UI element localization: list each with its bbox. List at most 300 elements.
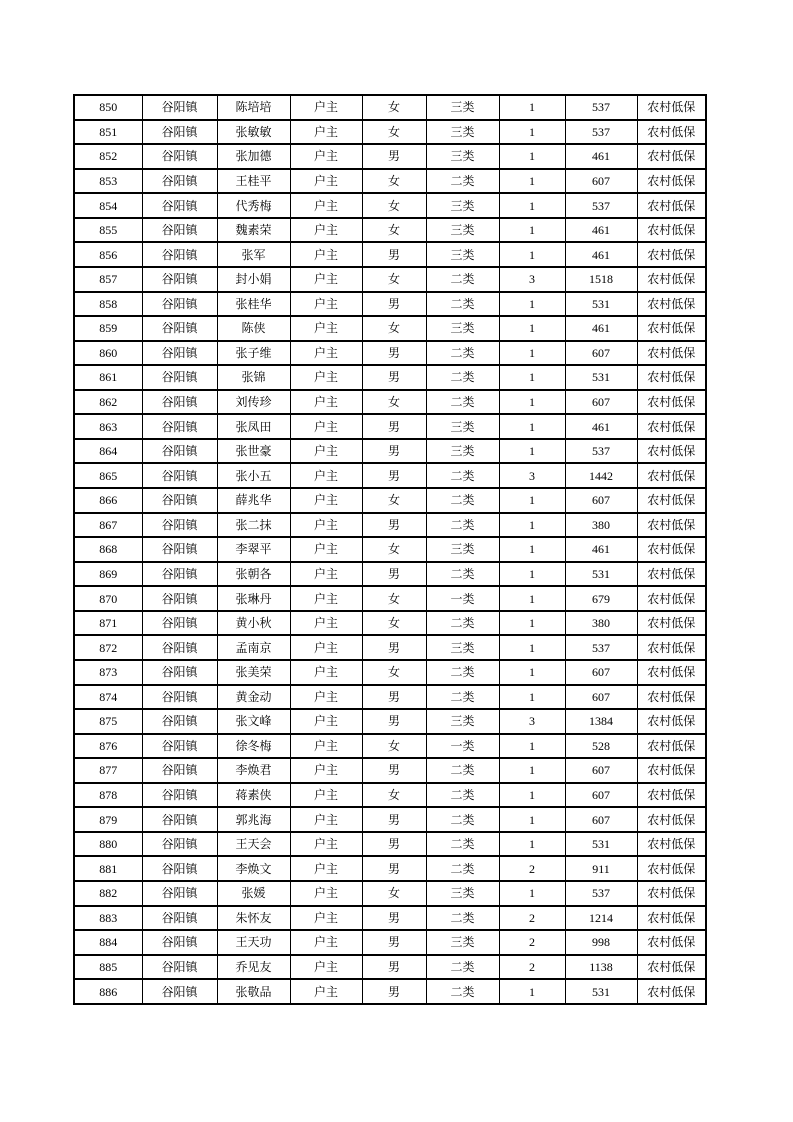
cell-gender: 男 [362,807,426,832]
cell-benefit-type: 农村低保 [637,881,706,906]
cell-town: 谷阳镇 [142,856,217,881]
cell-index: 850 [74,95,142,120]
cell-headcount: 1 [499,979,565,1004]
cell-amount: 461 [565,316,637,341]
cell-town: 谷阳镇 [142,292,217,317]
cell-name: 乔见友 [217,955,290,980]
cell-headcount: 1 [499,439,565,464]
cell-name: 张琳丹 [217,586,290,611]
cell-relation: 户主 [290,832,362,857]
cell-amount: 461 [565,414,637,439]
cell-amount: 1214 [565,906,637,931]
cell-relation: 户主 [290,783,362,808]
cell-gender: 女 [362,218,426,243]
cell-name: 代秀梅 [217,193,290,218]
cell-relation: 户主 [290,341,362,366]
cell-index: 853 [74,169,142,194]
cell-relation: 户主 [290,562,362,587]
table-row [74,807,706,832]
cell-benefit-type: 农村低保 [637,635,706,660]
cell-name: 王天功 [217,930,290,955]
cell-category: 三类 [426,709,499,734]
cell-headcount: 1 [499,390,565,415]
table-row [74,144,706,169]
cell-name: 朱怀友 [217,906,290,931]
cell-category: 二类 [426,979,499,1004]
cell-town: 谷阳镇 [142,218,217,243]
cell-gender: 男 [362,144,426,169]
cell-category: 二类 [426,955,499,980]
cell-category: 二类 [426,390,499,415]
cell-gender: 男 [362,292,426,317]
cell-amount: 1442 [565,463,637,488]
cell-name: 张桂华 [217,292,290,317]
cell-town: 谷阳镇 [142,316,217,341]
cell-gender: 男 [362,242,426,267]
cell-category: 二类 [426,758,499,783]
cell-index: 864 [74,439,142,464]
benefits-table [73,94,707,1005]
cell-index: 855 [74,218,142,243]
cell-benefit-type: 农村低保 [637,734,706,759]
cell-index: 854 [74,193,142,218]
cell-index: 873 [74,660,142,685]
cell-headcount: 1 [499,365,565,390]
cell-town: 谷阳镇 [142,562,217,587]
cell-town: 谷阳镇 [142,144,217,169]
cell-headcount: 1 [499,685,565,710]
cell-gender: 男 [362,414,426,439]
cell-name: 李焕君 [217,758,290,783]
cell-name: 张敏敏 [217,120,290,145]
cell-benefit-type: 农村低保 [637,95,706,120]
cell-benefit-type: 农村低保 [637,660,706,685]
cell-headcount: 1 [499,488,565,513]
cell-name: 张小五 [217,463,290,488]
cell-relation: 户主 [290,292,362,317]
cell-gender: 女 [362,783,426,808]
cell-relation: 户主 [290,856,362,881]
cell-index: 885 [74,955,142,980]
cell-gender: 女 [362,537,426,562]
cell-gender: 男 [362,758,426,783]
cell-gender: 男 [362,955,426,980]
cell-benefit-type: 农村低保 [637,341,706,366]
cell-category: 二类 [426,341,499,366]
cell-name: 陈培培 [217,95,290,120]
cell-town: 谷阳镇 [142,586,217,611]
cell-town: 谷阳镇 [142,169,217,194]
cell-amount: 607 [565,390,637,415]
cell-headcount: 1 [499,316,565,341]
cell-category: 三类 [426,316,499,341]
cell-name: 孟南京 [217,635,290,660]
cell-benefit-type: 农村低保 [637,979,706,1004]
table-row [74,537,706,562]
cell-amount: 528 [565,734,637,759]
cell-headcount: 1 [499,218,565,243]
cell-headcount: 1 [499,341,565,366]
cell-category: 二类 [426,906,499,931]
table-row [74,365,706,390]
cell-category: 三类 [426,414,499,439]
cell-relation: 户主 [290,390,362,415]
table-row [74,979,706,1004]
cell-category: 二类 [426,832,499,857]
cell-category: 二类 [426,562,499,587]
table-row [74,856,706,881]
cell-name: 张媛 [217,881,290,906]
cell-relation: 户主 [290,586,362,611]
cell-relation: 户主 [290,414,362,439]
cell-gender: 男 [362,439,426,464]
table-row [74,660,706,685]
cell-town: 谷阳镇 [142,365,217,390]
cell-benefit-type: 农村低保 [637,390,706,415]
cell-category: 二类 [426,488,499,513]
cell-town: 谷阳镇 [142,660,217,685]
cell-benefit-type: 农村低保 [637,832,706,857]
cell-gender: 男 [362,906,426,931]
cell-headcount: 1 [499,537,565,562]
cell-benefit-type: 农村低保 [637,267,706,292]
table-row [74,758,706,783]
table-row [74,513,706,538]
cell-amount: 607 [565,783,637,808]
cell-gender: 女 [362,193,426,218]
cell-headcount: 1 [499,193,565,218]
cell-relation: 户主 [290,144,362,169]
cell-benefit-type: 农村低保 [637,856,706,881]
cell-category: 三类 [426,635,499,660]
cell-amount: 537 [565,881,637,906]
cell-name: 魏素荣 [217,218,290,243]
cell-category: 三类 [426,537,499,562]
cell-amount: 607 [565,758,637,783]
cell-amount: 607 [565,685,637,710]
cell-index: 865 [74,463,142,488]
cell-benefit-type: 农村低保 [637,955,706,980]
cell-amount: 1384 [565,709,637,734]
cell-index: 852 [74,144,142,169]
cell-benefit-type: 农村低保 [637,414,706,439]
cell-relation: 户主 [290,193,362,218]
cell-index: 868 [74,537,142,562]
cell-benefit-type: 农村低保 [637,193,706,218]
cell-relation: 户主 [290,685,362,710]
cell-name: 张锦 [217,365,290,390]
cell-index: 875 [74,709,142,734]
cell-amount: 531 [565,832,637,857]
cell-index: 877 [74,758,142,783]
cell-benefit-type: 农村低保 [637,439,706,464]
cell-amount: 911 [565,856,637,881]
cell-index: 878 [74,783,142,808]
cell-headcount: 2 [499,930,565,955]
cell-amount: 537 [565,120,637,145]
cell-headcount: 1 [499,169,565,194]
cell-amount: 998 [565,930,637,955]
cell-town: 谷阳镇 [142,488,217,513]
cell-town: 谷阳镇 [142,832,217,857]
cell-name: 张文峰 [217,709,290,734]
table-row [74,169,706,194]
cell-benefit-type: 农村低保 [637,685,706,710]
cell-gender: 男 [362,709,426,734]
cell-town: 谷阳镇 [142,267,217,292]
cell-index: 871 [74,611,142,636]
cell-index: 884 [74,930,142,955]
cell-relation: 户主 [290,267,362,292]
cell-relation: 户主 [290,758,362,783]
cell-town: 谷阳镇 [142,390,217,415]
cell-headcount: 1 [499,660,565,685]
cell-benefit-type: 农村低保 [637,513,706,538]
table-row [74,316,706,341]
cell-name: 张敬品 [217,979,290,1004]
cell-relation: 户主 [290,955,362,980]
cell-amount: 531 [565,292,637,317]
cell-benefit-type: 农村低保 [637,807,706,832]
cell-index: 866 [74,488,142,513]
table-row [74,390,706,415]
cell-town: 谷阳镇 [142,193,217,218]
table-row [74,635,706,660]
cell-town: 谷阳镇 [142,341,217,366]
cell-category: 三类 [426,95,499,120]
cell-town: 谷阳镇 [142,930,217,955]
cell-name: 封小娟 [217,267,290,292]
table-row [74,439,706,464]
cell-gender: 女 [362,734,426,759]
cell-amount: 537 [565,439,637,464]
cell-town: 谷阳镇 [142,955,217,980]
cell-gender: 男 [362,562,426,587]
cell-headcount: 1 [499,414,565,439]
cell-index: 859 [74,316,142,341]
cell-relation: 户主 [290,537,362,562]
cell-index: 882 [74,881,142,906]
cell-headcount: 1 [499,292,565,317]
table-row [74,193,706,218]
cell-headcount: 1 [499,586,565,611]
table-row [74,611,706,636]
cell-amount: 531 [565,365,637,390]
cell-headcount: 1 [499,881,565,906]
cell-town: 谷阳镇 [142,537,217,562]
cell-headcount: 1 [499,611,565,636]
cell-relation: 户主 [290,611,362,636]
table-row [74,783,706,808]
cell-gender: 男 [362,856,426,881]
cell-town: 谷阳镇 [142,807,217,832]
cell-relation: 户主 [290,120,362,145]
cell-index: 857 [74,267,142,292]
cell-town: 谷阳镇 [142,685,217,710]
cell-amount: 607 [565,807,637,832]
cell-amount: 607 [565,660,637,685]
cell-gender: 女 [362,660,426,685]
cell-benefit-type: 农村低保 [637,463,706,488]
cell-benefit-type: 农村低保 [637,758,706,783]
cell-relation: 户主 [290,316,362,341]
cell-town: 谷阳镇 [142,758,217,783]
cell-category: 三类 [426,930,499,955]
cell-benefit-type: 农村低保 [637,144,706,169]
cell-benefit-type: 农村低保 [637,365,706,390]
cell-gender: 男 [362,365,426,390]
cell-headcount: 1 [499,758,565,783]
table-row [74,881,706,906]
cell-index: 867 [74,513,142,538]
cell-category: 二类 [426,685,499,710]
cell-headcount: 2 [499,955,565,980]
cell-amount: 380 [565,513,637,538]
cell-gender: 女 [362,316,426,341]
cell-name: 黄小秋 [217,611,290,636]
cell-headcount: 1 [499,783,565,808]
cell-benefit-type: 农村低保 [637,562,706,587]
cell-amount: 531 [565,562,637,587]
cell-index: 869 [74,562,142,587]
cell-headcount: 1 [499,734,565,759]
cell-gender: 男 [362,341,426,366]
table-row [74,955,706,980]
cell-relation: 户主 [290,979,362,1004]
cell-category: 三类 [426,881,499,906]
table-row [74,463,706,488]
cell-amount: 461 [565,537,637,562]
cell-name: 薛兆华 [217,488,290,513]
table-row [74,218,706,243]
cell-name: 张二抹 [217,513,290,538]
cell-index: 861 [74,365,142,390]
cell-headcount: 1 [499,807,565,832]
cell-relation: 户主 [290,660,362,685]
cell-category: 三类 [426,120,499,145]
cell-relation: 户主 [290,807,362,832]
table-row [74,906,706,931]
cell-relation: 户主 [290,463,362,488]
cell-headcount: 1 [499,120,565,145]
cell-town: 谷阳镇 [142,414,217,439]
cell-amount: 461 [565,218,637,243]
cell-name: 李焕文 [217,856,290,881]
cell-headcount: 2 [499,856,565,881]
cell-headcount: 1 [499,513,565,538]
cell-name: 王桂平 [217,169,290,194]
table-row [74,414,706,439]
cell-gender: 女 [362,611,426,636]
cell-gender: 男 [362,930,426,955]
cell-category: 一类 [426,734,499,759]
cell-benefit-type: 农村低保 [637,611,706,636]
table-row [74,832,706,857]
cell-index: 881 [74,856,142,881]
cell-relation: 户主 [290,881,362,906]
cell-gender: 女 [362,881,426,906]
cell-category: 二类 [426,856,499,881]
cell-gender: 男 [362,832,426,857]
cell-category: 二类 [426,463,499,488]
cell-amount: 607 [565,341,637,366]
cell-category: 二类 [426,807,499,832]
cell-relation: 户主 [290,95,362,120]
cell-town: 谷阳镇 [142,979,217,1004]
cell-benefit-type: 农村低保 [637,120,706,145]
cell-benefit-type: 农村低保 [637,488,706,513]
cell-benefit-type: 农村低保 [637,292,706,317]
cell-relation: 户主 [290,635,362,660]
cell-benefit-type: 农村低保 [637,709,706,734]
cell-headcount: 1 [499,144,565,169]
cell-town: 谷阳镇 [142,709,217,734]
cell-category: 三类 [426,193,499,218]
cell-index: 860 [74,341,142,366]
cell-gender: 女 [362,488,426,513]
cell-benefit-type: 农村低保 [637,537,706,562]
cell-name: 徐冬梅 [217,734,290,759]
table-row [74,341,706,366]
cell-gender: 女 [362,169,426,194]
cell-headcount: 3 [499,267,565,292]
table-row [74,562,706,587]
cell-index: 858 [74,292,142,317]
cell-index: 880 [74,832,142,857]
cell-headcount: 3 [499,709,565,734]
cell-town: 谷阳镇 [142,95,217,120]
cell-benefit-type: 农村低保 [637,930,706,955]
cell-relation: 户主 [290,365,362,390]
cell-amount: 607 [565,169,637,194]
cell-gender: 男 [362,685,426,710]
cell-amount: 679 [565,586,637,611]
cell-headcount: 1 [499,562,565,587]
cell-gender: 男 [362,463,426,488]
cell-benefit-type: 农村低保 [637,218,706,243]
cell-benefit-type: 农村低保 [637,783,706,808]
cell-category: 三类 [426,242,499,267]
cell-index: 874 [74,685,142,710]
cell-name: 张子维 [217,341,290,366]
cell-category: 二类 [426,513,499,538]
cell-name: 张世豪 [217,439,290,464]
cell-amount: 537 [565,95,637,120]
cell-amount: 537 [565,193,637,218]
cell-index: 886 [74,979,142,1004]
cell-relation: 户主 [290,709,362,734]
cell-relation: 户主 [290,513,362,538]
cell-gender: 男 [362,979,426,1004]
cell-amount: 1518 [565,267,637,292]
table-row [74,267,706,292]
cell-amount: 461 [565,144,637,169]
cell-gender: 女 [362,120,426,145]
table-body [74,95,706,1004]
cell-headcount: 1 [499,242,565,267]
cell-town: 谷阳镇 [142,120,217,145]
cell-benefit-type: 农村低保 [637,242,706,267]
cell-category: 二类 [426,660,499,685]
cell-amount: 607 [565,488,637,513]
cell-index: 856 [74,242,142,267]
cell-name: 张朝各 [217,562,290,587]
cell-name: 张美荣 [217,660,290,685]
cell-benefit-type: 农村低保 [637,906,706,931]
cell-name: 张军 [217,242,290,267]
cell-index: 863 [74,414,142,439]
table-row [74,685,706,710]
